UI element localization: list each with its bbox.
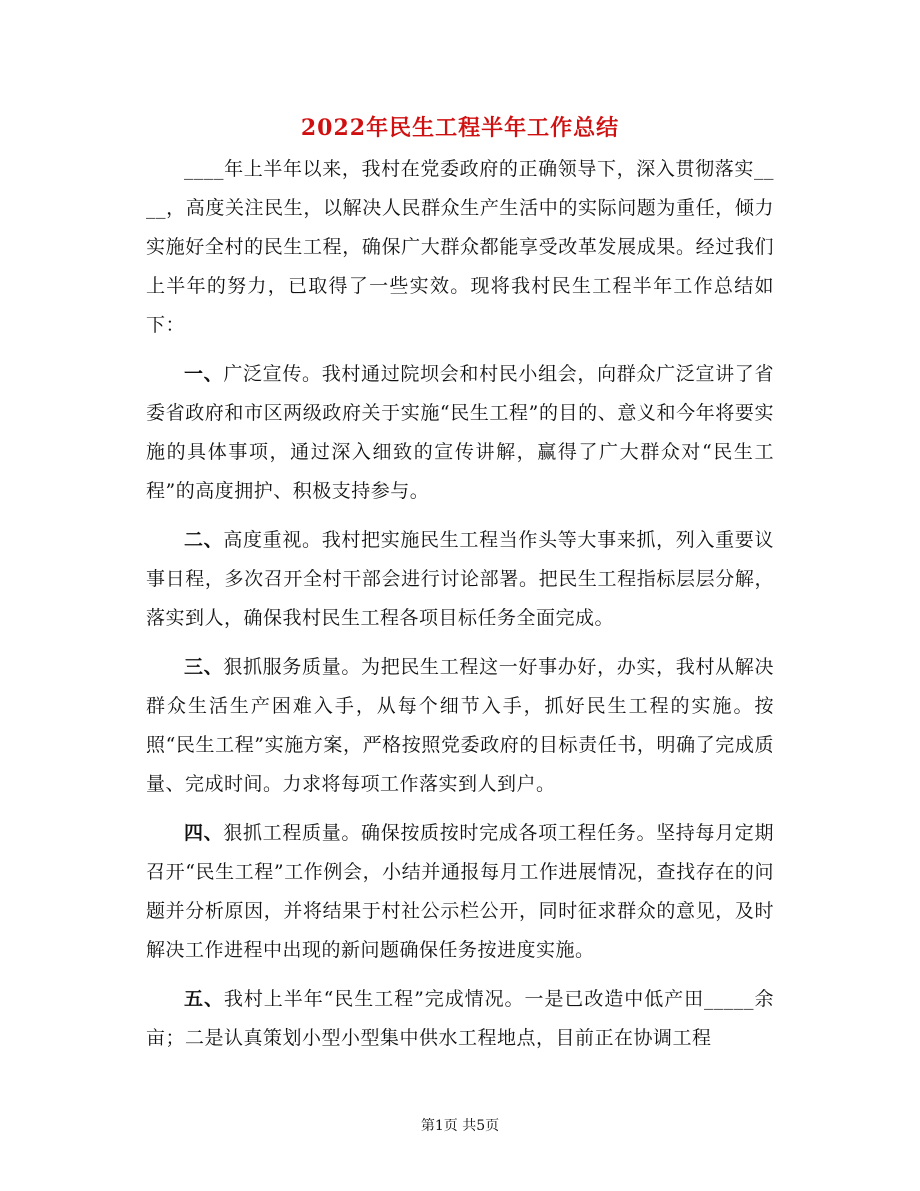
- section-three-paragraph: [146, 648, 774, 804]
- section-four-paragraph: [146, 814, 774, 970]
- section-number: 三、: [184, 656, 224, 678]
- document-title: 2022年民生工程半年工作总结: [300, 115, 620, 141]
- paragraph-text: 狠抓服务质量。为把民生工程这一好事办好，办实，我村从解决群众生活生产困难入手，从每个细节入手，抓好民生工程的实施。按照“民生工程”实施方案，严格按照党委政府的目标责任书，明确了完成质量、完成时间。力求将每项工作落实到人到户。: [146, 656, 774, 795]
- section-one-paragraph: [146, 355, 774, 511]
- paragraph-text: 高度重视。我村把实施民生工程当作头等大事来抓，列入重要议事日程，多次召开全村干部会进行讨论部署。把民生工程指标层层分解，落实到人，确保我村民生工程各项目标任务全面完成。: [146, 529, 774, 629]
- section-number: 五、: [184, 988, 224, 1010]
- section-number: 二、: [184, 529, 224, 551]
- section-number: 四、: [184, 822, 224, 844]
- paragraph-text: 广泛宣传。我村通过院坝会和村民小组会，向群众广泛宣讲了省委省政府和市区两级政府关于实施“民生工程”的目的、意义和今年将要实施的具体事项，通过深入细致的宣传讲解，赢得了广大群众对“民生工程”的高度拥护、积极支持参与。: [146, 363, 774, 502]
- intro-paragraph: [146, 150, 774, 345]
- paragraph-text: 狠抓工程质量。确保按质按时完成各项工程任务。坚持每月定期召开“民生工程”工作例会，小结并通报每月工作进展情况，查找存在的问题并分析原因，并将结果于村社公示栏公开，同时征求群众的意见，及时解决工作进程中出现的新问题确保任务按进度实施。: [146, 822, 774, 961]
- paragraph-text: ____年上半年以来，我村在党委政府的正确领导下，深入贯彻落实____，高度关注民生，以解决人民群众生产生活中的实际问题为重任，倾力实施好全村的民生工程，确保广大群众都能享受改革发展成果。经过我们上半年的努力，已取得了一些实效。现将我村民生工程半年工作总结如下：: [146, 158, 774, 336]
- section-two-paragraph: [146, 521, 774, 638]
- section-number: 一、: [184, 363, 224, 385]
- document-body: [146, 150, 774, 1068]
- paragraph-text: 我村上半年“民生工程”完成情况。一是已改造中低产田_____余亩；二是认真策划小型小型集中供水工程地点，目前正在协调工程: [146, 988, 774, 1049]
- page-number-footer: 第1页 共5页: [420, 1118, 500, 1134]
- section-five-paragraph: [146, 980, 774, 1058]
